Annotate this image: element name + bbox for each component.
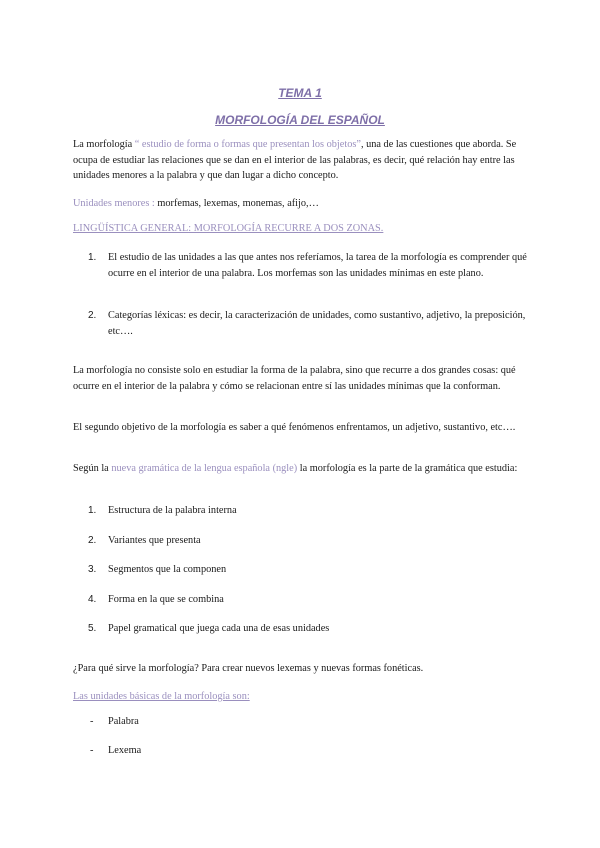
zone-number: 2.: [88, 310, 97, 321]
ngle-paragraph: [73, 461, 528, 477]
study-text: Estructura de la palabra interna: [108, 505, 237, 516]
study-text: Papel gramatical que juega cada una de esas unidades: [108, 623, 330, 634]
ngle-link: nueva gramática de la lengua española (ngle): [111, 463, 298, 474]
dash-marker: -: [90, 716, 94, 727]
zone-text: Categorías léxicas: es decir, la caracterización de unidades, como sustantivo, adjetivo, la preposición, etc….: [108, 310, 526, 337]
study-number: 4.: [88, 594, 97, 605]
zone-number: 1.: [88, 252, 97, 263]
basic-unit-text: Lexema: [108, 745, 142, 756]
ngle-suffix: la morfología es la parte de la gramática que estudia:: [297, 463, 518, 474]
units-value: morfemas, lexemas, monemas, afijo,…: [154, 198, 319, 209]
dash-marker: -: [90, 745, 94, 756]
zone-text: El estudio de las unidades a las que antes nos referíamos, la tarea de la morfología es comprender qué ocurre en el interior de una palabra. Los morfemas son las unidades mínimas en este plano.: [108, 252, 527, 279]
intro-paragraph: [73, 137, 528, 184]
units-paragraph: [73, 196, 528, 212]
study-text: Segmentos que la componen: [108, 564, 227, 575]
basic-unit-text: Palabra: [108, 716, 139, 727]
intro-quote: “ estudio de forma o formas que presentan los objetos”: [134, 139, 361, 150]
study-number: 5.: [88, 623, 97, 634]
study-number: 1.: [88, 505, 97, 516]
para-second-objective: El segundo objetivo de la morfología es saber a qué fenómenos enfrentamos, un adjetivo, sustantivo, etc….: [73, 422, 516, 433]
study-text: Forma en la que se combina: [108, 594, 224, 605]
study-number: 3.: [88, 564, 97, 575]
study-text: Variantes que presenta: [108, 535, 201, 546]
document-title: TEMA 1: [278, 86, 322, 100]
general-heading: LINGÜÍSTICA GENERAL: MORFOLOGÍA RECURRE A DOS ZONAS.: [73, 223, 384, 234]
intro-prefix: La morfología: [73, 139, 135, 150]
document-subtitle: MORFOLOGÍA DEL ESPAÑOL: [215, 113, 385, 127]
para-not-only: La morfología no consiste solo en estudiar la forma de la palabra, sino que recurre a dos grandes cosas: qué ocurre en el interior de la palabra y cómo se relacionan entre sí las unidades mínimas que la conforman.: [73, 365, 516, 392]
units-label: Unidades menores :: [73, 198, 155, 209]
study-number: 2.: [88, 535, 97, 546]
purpose-paragraph: ¿Para qué sirve la morfología? Para crear nuevos lexemas y nuevas formas fonéticas.: [73, 663, 424, 674]
ngle-prefix: Según la: [73, 463, 112, 474]
intro-suffix: , una de las cuestiones que aborda. Se ocupa de estudiar las relaciones que se dan en el interior de las palabras, es decir, qué relación hay entre las unidades menores a la palabra y que dan lugar a dicho concepto.: [73, 139, 517, 181]
basic-units-heading: Las unidades básicas de la morfología son:: [73, 691, 250, 702]
